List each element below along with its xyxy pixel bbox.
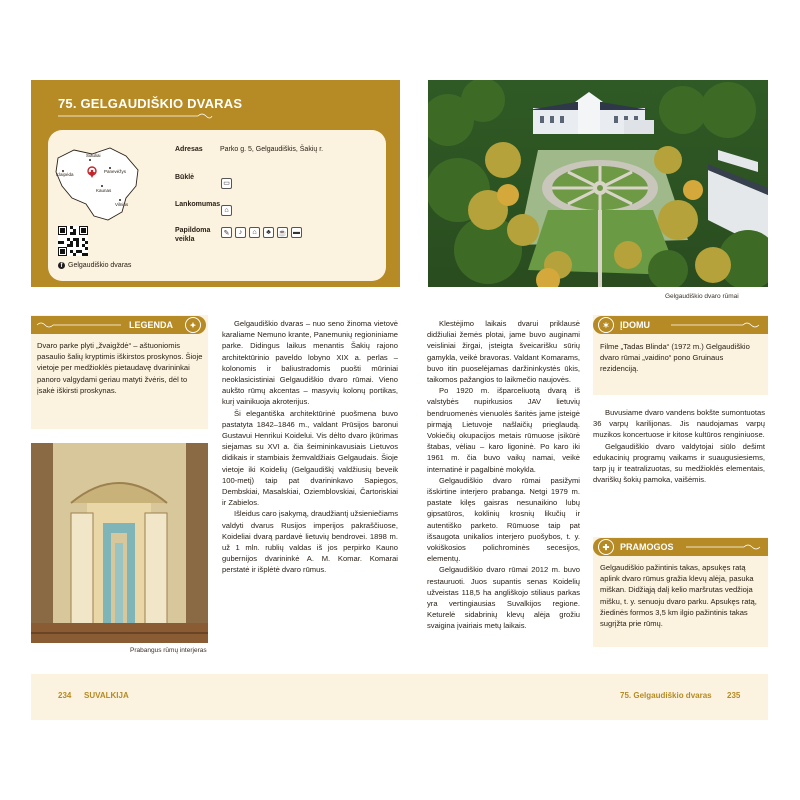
interesting-text: Filme „Tadas Blinda“ (1972 m.) Gelgaudiškio dvaro rūmai „vaidino“ pono Gruinaus rezidenciją.	[600, 342, 750, 374]
clipboard-icon: ▭	[221, 178, 232, 189]
facebook-label: Gelgaudiškio dvaras	[68, 262, 132, 269]
manor-aerial-photo	[428, 80, 768, 287]
interior-photo	[31, 443, 208, 643]
col3-paragraph-1: Buvusiame dvaro vandens bokšte sumontuotas 36 varpų karilijonas. Jis naudojamas varpų muzikos koncertuose ir kitose kultūros renginiuose.	[593, 408, 765, 440]
ticket-icon: ✚	[598, 539, 614, 555]
bed-icon: ▬	[293, 229, 300, 236]
facebook-icon: f	[58, 262, 65, 269]
visitation-icons	[221, 199, 235, 217]
activities-icons	[221, 227, 305, 238]
interior-photo-caption: Prabangus rūmų interjeras	[130, 647, 207, 654]
entertainment-tab	[593, 538, 768, 556]
running-title: 75. Gelgaudiškio dvaras	[620, 691, 712, 700]
text-column-3	[593, 407, 765, 485]
legend-flourish	[35, 321, 125, 329]
interesting-flourish	[669, 321, 764, 329]
col2-paragraph-4: Gelgaudiškio dvaro rūmai 2012 m. buvo restauruoti. Juos supantis senas Koidelių užveistas 118,5 ha angliškojo stiliaus parkas yra vertingiausias Suvalkijos regione. Keturelė sidabrinių klevų alėja grožiu svaigina įvairiais metų laikais.	[427, 565, 580, 631]
cafe-icon: ☕	[277, 227, 288, 238]
legend-title: LEGENDA	[129, 320, 174, 330]
entertainment-title: PRAMOGOS	[620, 542, 674, 552]
interesting-tab	[593, 316, 768, 334]
legend-book-icon: ✦	[185, 317, 201, 333]
address-label: Adresas	[175, 146, 203, 153]
col1-paragraph-2: Ši elegantiška architektūrinė puošmena buvo pastatyta 1842–1846 m., valdant Prūsijos baronui Gustavui Henrikui Koidelui. Vis dėlto dvaro įkūrimas siejamas su XVI a. čia šeimininkavusiais Lietuvos didikais ir stambiais žemvaldžiais Gelgaudais. Šioje vietoje iki Koidelių (Gelgaudiškį valdžiusių beveik 100-metį) taip pat dvarininkavo Sapiegos, Dembskiai, Masalskiai, Oziemblovskiai, Čartoriskiai ir Zabielos.	[222, 408, 398, 508]
visitation-label: Lankomumas	[175, 201, 221, 208]
legend-text: Dvaro parke plyti „žvaigždė“ – aštuoniomis pasaulio šalių kryptimis iškirstos proskynos. Šioje vietoje per medžioklės pietaudavę dvarininkai panoro valgydami geriau matyti žvėris, dėl to įsakė iškirsti proskynas.	[37, 341, 203, 395]
map-label-siauliai: Šiauliai	[86, 153, 101, 158]
title-flourish	[58, 112, 213, 120]
page-number-left: 234	[58, 691, 72, 700]
section-name: SUVALKIJA	[84, 691, 129, 700]
condition-label: Būklė	[175, 174, 195, 181]
activities-label: Papildoma veikla	[175, 227, 211, 243]
address-value: Parko g. 5, Gelgaudiškis, Šakių r.	[220, 146, 324, 153]
map-label-vilnius: Vilnius	[115, 202, 129, 207]
map-label-klaipeda: Klaipėda	[56, 172, 74, 177]
col1-paragraph-3: Išleidus caro įsakymą, draudžiantį užsieniečiams valdyti dvarus Rusijos imperijos pakraščiuose, Koideliai dvarą pardavė lietuvių bendrovei. 1898 m. už 1 mln. rublių valdas iš jos perpirko Kauno gubernijos dvarininkė A. M. Komar. Komarai perstatė ir išplėtė dvaro rūmus.	[222, 509, 398, 575]
qr-code[interactable]	[58, 226, 88, 256]
bulb-icon: ✶	[598, 317, 614, 333]
map-label-kaunas: Kaunas	[96, 188, 112, 193]
col2-paragraph-1: Klestėjimo laikais dvarui priklausė didžiuliai žemės plotai, jame buvo auginami veisliniai žirgai, įsteigta šveicarišku sūrių gamykla, veikė bravoras. Valdant Komarams, buvo itin puoselėjamas daržininkystės ūkis, taikomos pažangios to laikmečio naujovės.	[427, 319, 580, 385]
music-icon: ♪	[235, 227, 246, 238]
lithuania-map	[52, 146, 144, 224]
text-column-1	[222, 318, 398, 576]
page-title: 75. GELGAUDIŠKIO DVARAS	[58, 96, 243, 111]
col1-paragraph-1: Gelgaudiškio dvaras – nuo seno žinoma vietovė karaliame Nemuno krante, Panemunių regioniniame parke. Didingus laikus menantis Šakių rajono architektūrinio paveldo lobyno XIX a. perlas – kolonomis ir baliustradomis puošti mūriniai neoklasicistiniai Gelgaudiškio dvaro rūmai. Vieno aukšto rūmų akcentas – masyvių kolonų portikas, kurį vainikuoja akroterijus.	[222, 319, 398, 407]
legend-tab	[31, 316, 206, 334]
text-column-2	[427, 318, 580, 632]
col2-paragraph-2: Po 1920 m. išparceliuotą dvarą iš valstybės nupirkusios JAV lietuvių bendruomenės vienuolės šaritės jame įsteigė pirmąją Lietuvoje našlaičių prieglaudą. Vokiečių okupacijos metais rūmuose įsikūrė štabas, vėliau – karo ligoninė. Po karo iki 1961 m. čia buvo vaikų namai, veikė internatinė ir pagalbinė mokykla.	[427, 386, 580, 474]
museum-icon: ⌂	[249, 227, 260, 238]
park-icon: ♣	[263, 227, 274, 238]
entertainment-text: Gelgaudiškio pažintinis takas, apsukęs ratą aplink dvaro rūmus gražia klevų alėja, pasuka miškan. Didžiąją dalį kelio maršrutas vedžioja mišku, t. y. senuoju dvaro parku. Apsukęs ratą, žiedinės formos 3,5 km ilgio pažintinis takas sugrįžta prie rūmų.	[600, 563, 757, 629]
manor-photo-caption: Gelgaudiškio dvaro rūmai	[665, 293, 739, 300]
facebook-link[interactable]	[58, 262, 131, 269]
interesting-title: ĮDOMU	[620, 320, 650, 330]
col3-paragraph-2: Gelgaudiškio dvaro valdytojai siūlo dešimt edukacinių programų vaikams ir suaugusiesiems, tarp jų ir teatralizuotas, su medžioklės elementais, dvariškų šokių pamoka, vaišėmis.	[593, 441, 765, 485]
page-number-right: 235	[727, 691, 741, 700]
condition-icons	[221, 172, 235, 190]
entertainment-flourish	[684, 543, 764, 551]
col2-paragraph-3: Gelgaudiškio dvaro rūmai pasižymi išskirtine interjero prabanga. Netgi 1979 m. pastate kilęs gaisras nesunaikino lubų gipsatūros, koklinių krosnių likučių ir autentiško parketo. Rūmuose taip pat išsaugota unikalios interjero puošybos, t. y. vokiškosios polichrominės secesijos, elementų.	[427, 475, 580, 564]
map-label-panevezys: Panevėžys	[104, 169, 127, 174]
hiking-icon: ✎	[221, 227, 232, 238]
building-icon: ⌂	[221, 205, 232, 216]
